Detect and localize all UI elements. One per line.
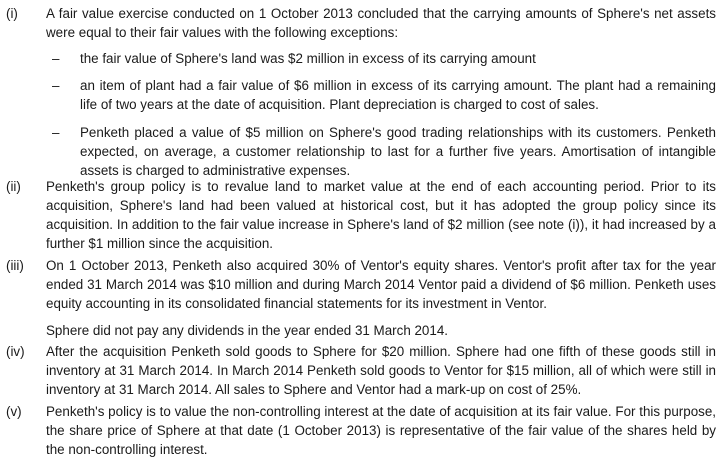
note-body	[46, 4, 716, 180]
bullet-item	[46, 76, 716, 114]
dash-marker: –	[52, 125, 60, 140]
note-text: Penketh's group policy is to revalue land to market value at the end of each accounting period. Prior to its acquisition, Sphere's land had been valued at historical cost, but it has adopted the group policy since its acquisition. In addition to the fair value increase in Sphere's land of $2 million (see note (i)), it had increased by a further $1 million since the acquisition.	[46, 179, 716, 251]
note-label: (ii)	[6, 179, 21, 194]
note-body	[46, 342, 716, 399]
bullet-text: Penketh placed a value of $5 million on Sphere's good trading relationships with its customers. Penketh expected, on average, a customer relationship to last for a further five years. Amortisation of intangible assets is charged to administrative expenses.	[80, 125, 716, 178]
bullet-item	[46, 123, 716, 180]
note-text: Penketh's policy is to value the non-controlling interest at the date of acquisition at its fair value. For this purpose, the share price of Sphere at that date (1 October 2013) is representative of the fair value of the shares held by the non-controlling interest.	[46, 404, 716, 457]
bullet-list	[46, 49, 716, 180]
note-intro: A fair value exercise conducted on 1 October 2013 concluded that the carrying amounts of Sphere's net assets were equal to their fair values with the following exceptions:	[46, 6, 716, 40]
note-label: (iii)	[6, 258, 24, 273]
note-body	[46, 402, 716, 459]
note-body	[46, 177, 716, 253]
note-body	[46, 256, 716, 340]
bullet-item	[46, 49, 716, 68]
dash-marker: –	[52, 51, 60, 66]
note-v	[6, 402, 716, 459]
note-text-secondary: Sphere did not pay any dividends in the year ended 31 March 2014.	[46, 323, 448, 338]
bullet-text: an item of plant had a fair value of $6 million in excess of its carrying amount. The plant had a remaining life of two years at the date of acquisition. Plant depreciation is charged to cost of sales.	[80, 78, 716, 112]
note-iv	[6, 342, 716, 399]
dash-marker: –	[52, 78, 60, 93]
bullet-text: the fair value of Sphere's land was $2 million in excess of its carrying amount	[80, 51, 536, 66]
note-label: (iv)	[6, 344, 25, 359]
note-text: After the acquisition Penketh sold goods to Sphere for $20 million. Sphere had one fifth of these goods still in inventory at 31 March 2014. In March 2014 Penketh sold goods to Ventor for $15 million, all of which were still in inventory at 31 March 2014. All sales to Sphere and Ventor had a mark-up on cost of 25%.	[46, 344, 716, 397]
note-text: On 1 October 2013, Penketh also acquired 30% of Ventor's equity shares. Ventor's profit after tax for the year ended 31 March 2014 was $10 million and during March 2014 Ventor paid a dividend of $6 million. Penketh uses equity accounting in its consolidated financial statements for its investment in Ventor.	[46, 258, 716, 311]
note-i	[6, 4, 716, 180]
note-label: (v)	[6, 404, 22, 419]
note-iii	[6, 256, 716, 340]
note-ii	[6, 177, 716, 253]
note-label: (i)	[6, 6, 18, 21]
